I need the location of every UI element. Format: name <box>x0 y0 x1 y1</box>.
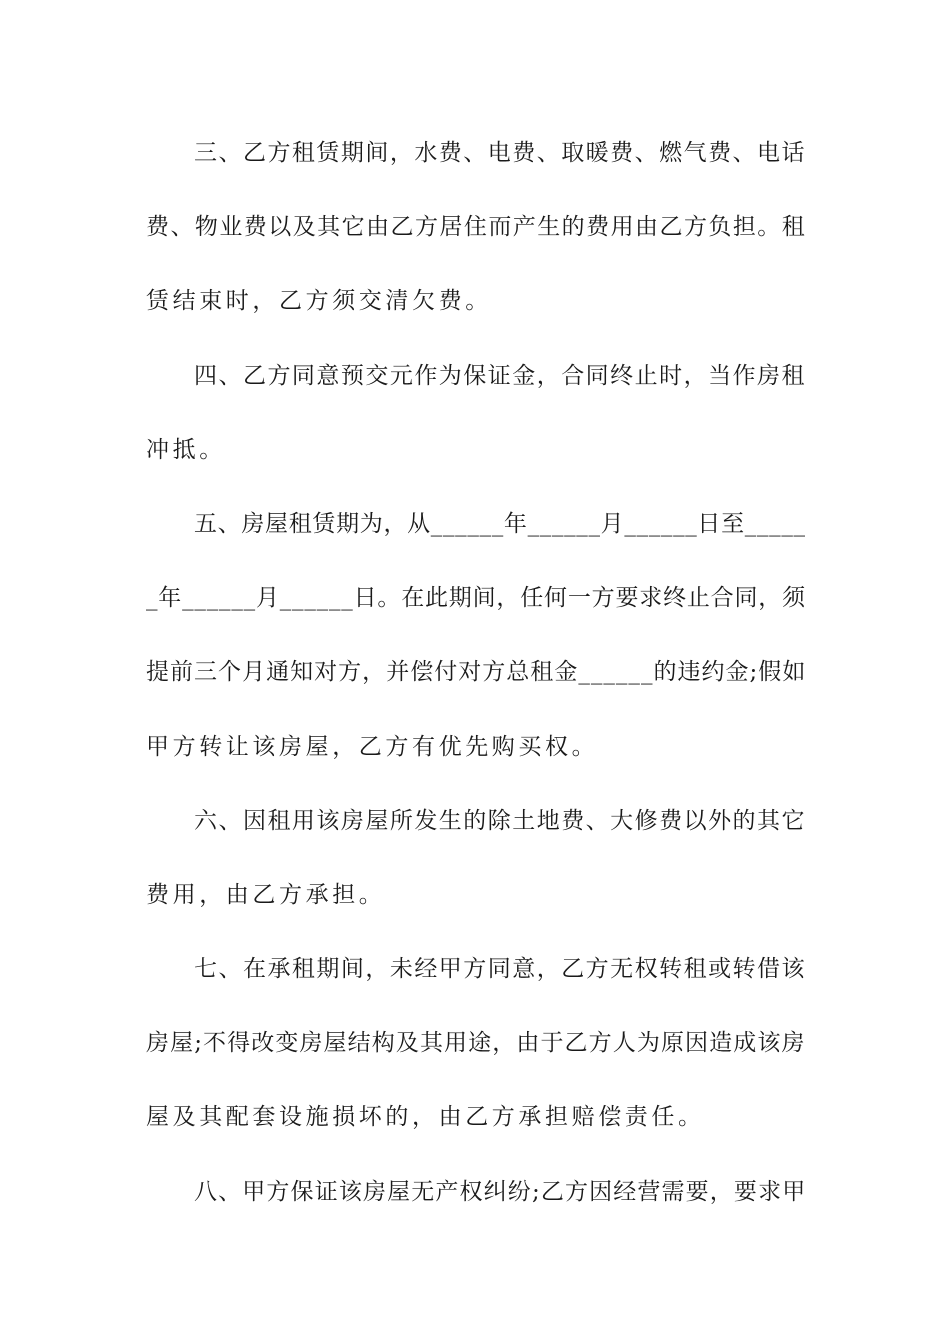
text-line: 冲抵。 <box>146 436 226 463</box>
text-line: _年______月______日。在此期间，任何一方要求终止合同，须 <box>146 585 806 612</box>
text-line: 五、房屋租赁期为，从______年______月______日至_____ <box>194 510 806 537</box>
text-line: 四、乙方同意预交元作为保证金，合同终止时，当作房租 <box>194 362 806 389</box>
text-line: 八、甲方保证该房屋无产权纠纷;乙方因经营需要，要求甲 <box>194 1178 807 1205</box>
text-line: 费、物业费以及其它由乙方居住而产生的费用由乙方负担。租 <box>146 214 807 241</box>
text-line: 三、乙方租赁期间，水费、电费、取暖费、燃气费、电话 <box>194 140 806 166</box>
text-line: 七、在承租期间，未经甲方同意，乙方无权转租或转借该 <box>194 956 806 983</box>
text-line: 屋及其配套设施损坏的，由乙方承担赔偿责任。 <box>146 1104 705 1131</box>
text-line: 赁结束时，乙方须交清欠费。 <box>146 288 492 315</box>
text-line: 甲方转让该房屋，乙方有优先购买权。 <box>146 733 599 760</box>
text-line: 六、因租用该房屋所发生的除土地费、大修费以外的其它 <box>194 807 806 834</box>
text-line: 提前三个月通知对方，并偿付对方总租金______的违约金;假如 <box>146 659 807 686</box>
contract-text <box>146 116 806 1229</box>
text-line: 费用，由乙方承担。 <box>146 881 386 908</box>
text-line: 房屋;不得改变房屋结构及其用途，由于乙方人为原因造成该房 <box>146 1030 806 1057</box>
